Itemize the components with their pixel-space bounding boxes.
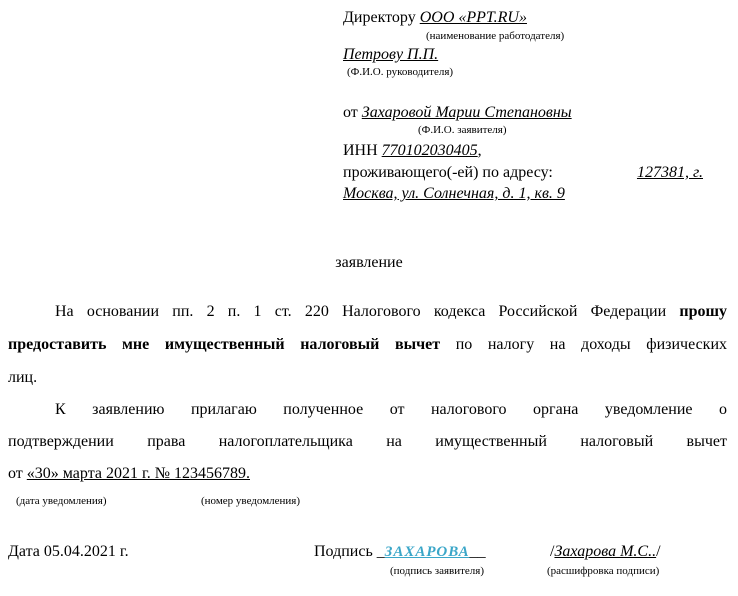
decode-slash-right: /	[656, 543, 661, 560]
paragraph-1-line-1	[55, 302, 727, 322]
paragraph-2-line-3	[8, 464, 250, 484]
applicant-name: Захаровой Марии Степановны	[361, 104, 572, 121]
paragraph-2-line-2: подтверждении права налогоплательщика на имущественный налоговый вычет	[8, 433, 727, 450]
applicant-caption: (Ф.И.О. заявителя)	[418, 124, 507, 136]
decode-name: Захарова М.С..	[554, 543, 657, 560]
document-title: заявление	[335, 254, 403, 271]
inn-line	[343, 141, 482, 161]
decode-caption: (расшифровка подписи)	[547, 565, 660, 577]
manager-name: Петрову П.П.	[343, 46, 439, 63]
signature-decode	[550, 542, 661, 562]
director-line	[343, 8, 527, 28]
from-label: от	[343, 104, 362, 121]
date-field: Дата 05.04.2021 г.	[8, 543, 129, 560]
inn-comma: ,	[477, 142, 482, 159]
address-part-1: 127381, г.	[636, 164, 703, 181]
p1-bold-request: прошу	[679, 303, 727, 320]
signature-field	[314, 542, 486, 562]
company-caption: (наименование работодателя)	[426, 30, 565, 42]
address-line-1	[343, 163, 703, 183]
notification-number-caption: (номер уведомления)	[201, 495, 301, 507]
company-name: ООО «PPT.RU»	[419, 9, 527, 26]
director-label: Директору	[343, 9, 420, 26]
p1-bold-deduction: предоставить мне имущественный налоговый вычет	[8, 336, 441, 353]
paragraph-2-line-1: К заявлению прилагаю полученное от налогового органа уведомление о	[55, 401, 727, 418]
notification-details: «30» марта 2021 г. № 123456789.	[26, 465, 250, 482]
paragraph-1-line-2	[8, 335, 727, 355]
p2-from-label: от	[8, 465, 27, 482]
decode-slash-left: /	[550, 543, 555, 560]
inn-value: 770102030405	[381, 142, 478, 159]
address-label: проживающего(-ей) по адресу:	[343, 164, 553, 181]
signature-image: ЗАХАРОВА	[384, 544, 470, 560]
signature-label: Подпись	[314, 543, 377, 560]
applicant-line	[343, 103, 572, 123]
notification-date-caption: (дата уведомления)	[16, 495, 107, 507]
inn-label: ИНН	[343, 142, 382, 159]
signature-blank-left: _	[376, 543, 385, 560]
manager-caption: (Ф.И.О. руководителя)	[347, 66, 454, 78]
p1-text-end: по налогу на доходы физических	[440, 336, 728, 353]
p1-text-start: На основании пп. 2 п. 1 ст. 220 Налогового кодекса Российской Федерации	[55, 303, 680, 320]
signature-caption: (подпись заявителя)	[390, 565, 485, 577]
signature-blank-right: __	[469, 543, 486, 560]
address-part-2: Москва, ул. Солнечная, д. 1, кв. 9	[343, 185, 565, 202]
paragraph-1-line-3: лиц.	[8, 369, 38, 386]
